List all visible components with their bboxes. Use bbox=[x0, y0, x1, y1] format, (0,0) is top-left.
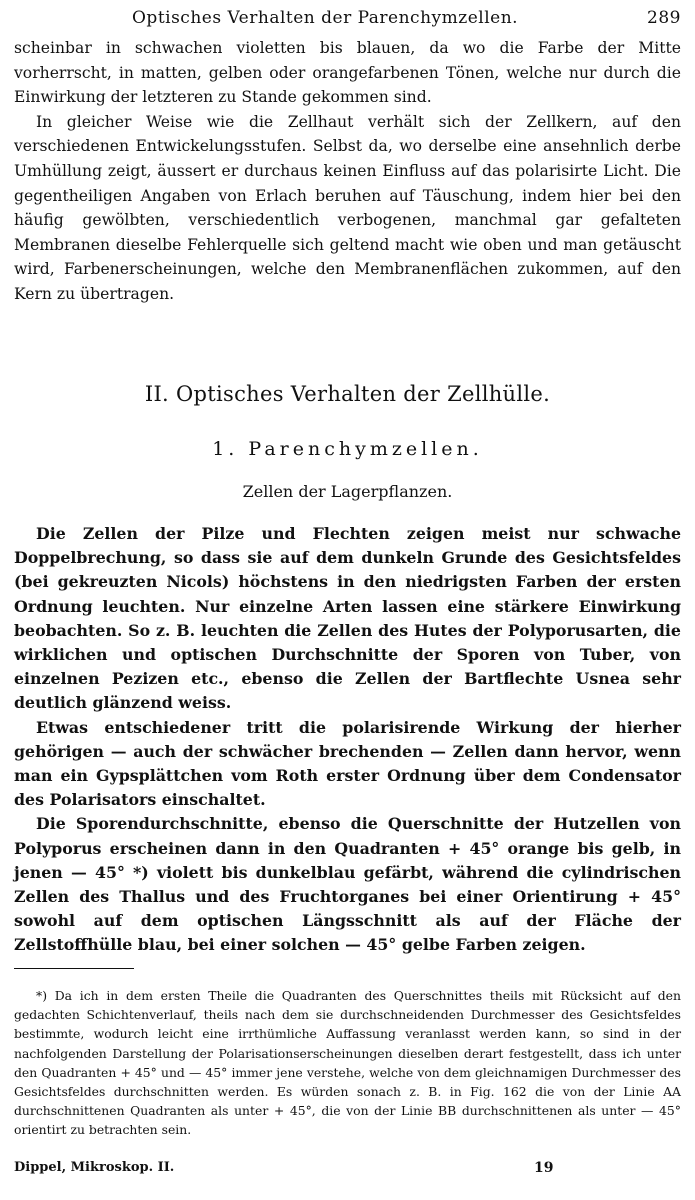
footnote-text: *) Da ich in dem ersten Theile die Quadranten des Querschnittes theils mit Rücksicht auf den gedachten Schichtenverlauf, theils nach dem sie durchschneidenden Durchmesser des Gesichtsfeldes bestimmte, wodurch leicht eine irrthümliche Auffassung veranlasst werden kann, so sind in der nachfolgenden Darstellung der Polarisationserscheinungen dieselben derart festgestellt, dass ich unter den Quadranten + 45° und — 45° immer jene verstehe, welche von dem gleichnamigen Durchmesser des Gesichtsfeldes durchschnitten werden. Es würden sonach z. B. in Fig. 162 die von der Linie AA durchschnittenen Quadranten als unter + 45°, die von der Linie BB durchschnittenen als unter — 45° orientirt zu betrachten sein. bbox=[14, 988, 681, 1138]
paragraph-cell-nucleus: In gleicher Weise wie die Zellhaut verhält sich der Zellkern, auf den verschiedenen Entwickelungsstufen. Selbst da, wo derselbe eine ansehnlich derbe Umhüllung zeigt, äussert er durchaus keinen Einfluss auf das polarisirte Licht. Die gegentheiligen Angaben von Erlach beruhen auf Täuschung, indem hier bei den häufig gewölbten, verschiedentlich verbogenen, manchmal gar gefalteten Membranen dieselbe Fehlerquelle sich geltend macht wie oben und man getäuscht wird, Farbenerscheinungen, welche den Membranenflächen zukommen, auf den Kern zu übertragen. bbox=[14, 112, 681, 303]
running-title: Optisches Verhalten der Parenchymzellen. bbox=[132, 8, 519, 28]
main-body-text bbox=[14, 522, 681, 958]
paragraph-continuation: scheinbar in schwachen violetten bis blauen, da wo die Farbe der Mitte vorherrscht, in matten, gelben oder orangefarbenen Tönen, welche nur durch die Einwirkung der letzteren zu Stande gekommen sind. bbox=[14, 39, 681, 107]
paragraph-gypsum-plate: Etwas entschiedener tritt die polarisirende Wirkung der hierher gehörigen — auch der schwächer brechenden — Zellen dann hervor, wenn man ein Gypsplättchen vom Roth erster Ordnung über dem Condensator des Polarisators einschaltet. bbox=[14, 717, 681, 810]
subsubsection-heading: Zellen der Lagerpflanzen. bbox=[242, 482, 453, 501]
paragraph-fungi-lichens: Die Zellen der Pilze und Flechten zeigen meist nur schwache Doppelbrechung, so dass sie auf dem dunkeln Grunde des Gesichtsfeldes (bei gekreuzten Nicols) höchstens in den niedrigsten Farben der ersten Ordnung leuchten. Nur einzelne Arten lassen eine stärkere Einwirkung beobachten. So z. B. leuchten die Zellen des Hutes der Polyporusarten, die wirklichen und optischen Durchschnitte der Sporen von Tuber, von einzelnen Pezizen etc., ebenso die Zellen der Bartflechte Usnea sehr deutlich glänzend weiss. bbox=[14, 524, 681, 713]
printer-signature: Dippel, Mikroskop. II. bbox=[14, 1160, 175, 1175]
page-footer bbox=[14, 1160, 681, 1182]
signature-number: 19 bbox=[534, 1160, 554, 1176]
footnote-divider bbox=[14, 968, 134, 969]
paragraph-spore-sections: Die Sporendurchschnitte, ebenso die Querschnitte der Hutzellen von Polyporus erscheinen dann in den Quadranten + 45° orange bis gelb, in jenen — 45° *) violett bis dunkelblau gefärbt, während die cylindrischen Zellen des Thallus und des Fruchtorganes bei einer Orientirung + 45° sowohl auf dem optischen Längsschnitt als auf der Fläche der Zellstoffhülle blau, bei einer solchen — 45° gelbe Farben zeigen. bbox=[14, 814, 681, 955]
page-number: 289 bbox=[647, 8, 681, 28]
section-heading: II. Optisches Verhalten der Zellhülle. bbox=[144, 382, 551, 406]
footnote bbox=[14, 986, 681, 1140]
top-body-text bbox=[14, 36, 681, 307]
running-head bbox=[14, 6, 681, 32]
subsection-heading: 1. Parenchymzellen. bbox=[212, 438, 483, 460]
